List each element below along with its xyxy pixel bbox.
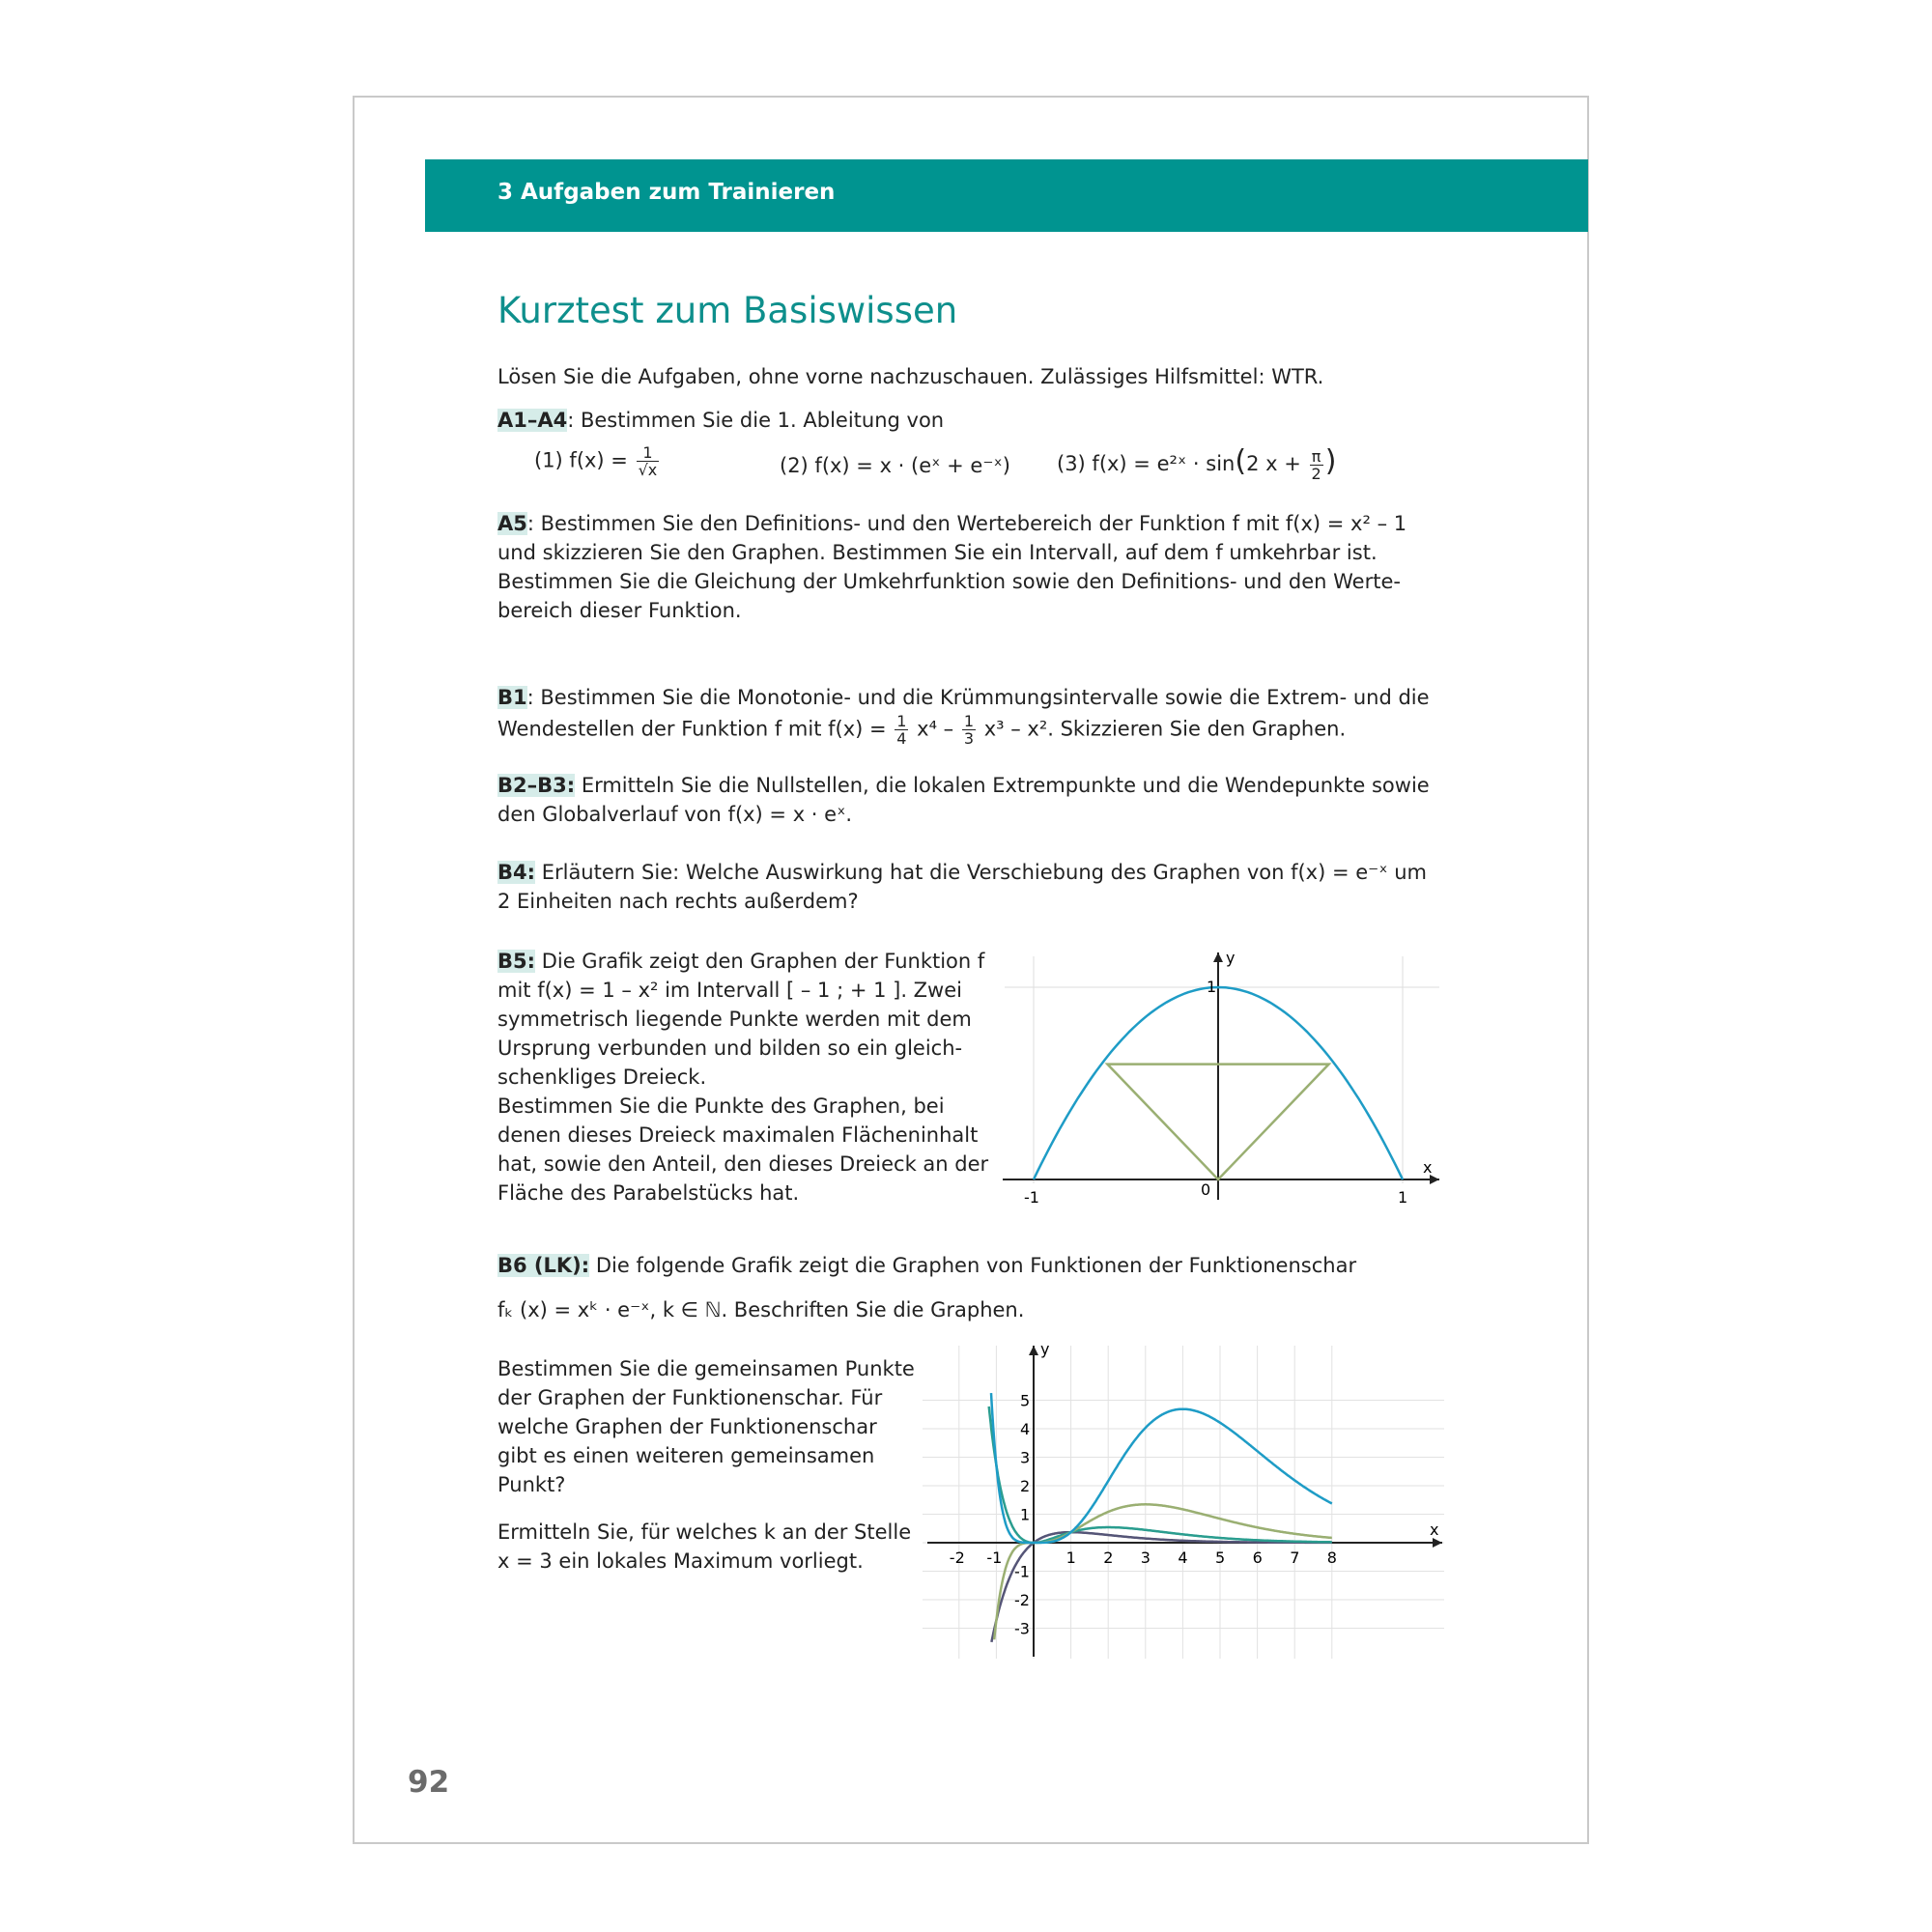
fraction <box>962 713 976 747</box>
task-b1 <box>497 683 1435 747</box>
formula-2: (2) f(x) = x · (eˣ + e⁻ˣ) <box>780 454 1010 477</box>
formula-1 <box>534 444 661 478</box>
denominator: 4 <box>896 729 907 748</box>
formula-text: 2 x + <box>1246 452 1308 475</box>
x-axis-label: x <box>1423 1158 1433 1177</box>
x-tick-label: 1 <box>1398 1188 1408 1207</box>
fraction <box>637 444 660 478</box>
task-text: : Bestimmen Sie die 1. Ableitung von <box>567 409 945 432</box>
numerator: π <box>1310 448 1323 466</box>
task-text-2: Bestimmen Sie die Punkte des Graphen, bei denen dieses Dreieck maximalen Flächeninhalt hat, sowie den Anteil, den dieses Dreieck an der Fläche des Parabelstücks hat. <box>497 1094 989 1205</box>
y-tick-label: 1 <box>1020 1505 1031 1524</box>
curve-k3 <box>994 1504 1332 1639</box>
x-tick-label: 6 <box>1252 1548 1263 1567</box>
task-label: B2–B3: <box>497 774 576 797</box>
task-label: A5 <box>497 512 527 535</box>
numerator: 1 <box>963 712 975 730</box>
y-tick-label: -1 <box>1014 1562 1030 1581</box>
task-b4 <box>497 858 1435 916</box>
task-b6-question: Bestimmen Sie die gemeinsamen Punkte der Graphen der Funktionenschar. Für welche Graphen der Funktionenschar gibt es einen weiteren gemeinsamen Punkt? <box>497 1357 915 1496</box>
task-label: B1 <box>497 686 527 709</box>
task-b2 <box>497 771 1435 829</box>
y-tick-label: 5 <box>1020 1391 1031 1410</box>
y-tick-label: -3 <box>1014 1619 1030 1638</box>
y-tick-label: 1 <box>1207 978 1217 996</box>
y-tick-label: -2 <box>1014 1591 1030 1609</box>
task-b6-question-2: Ermitteln Sie, für welches k an der Stelle x = 3 ein lokales Maximum vorliegt. <box>497 1520 912 1573</box>
task-text: x⁴ – <box>910 717 960 741</box>
page-number: 92 <box>408 1765 450 1800</box>
y-tick-label: 4 <box>1020 1420 1031 1438</box>
task-label: B5: <box>497 950 536 973</box>
fraction <box>895 713 908 747</box>
fraction <box>1310 448 1323 482</box>
chapter-title: 3 Aufgaben zum Trainieren <box>497 180 836 205</box>
x-tick-label: -2 <box>949 1548 965 1567</box>
task-b6-line2: fₖ (x) = xᵏ · e⁻ˣ, k ∈ ℕ. Beschriften Sie die Graphen. <box>497 1298 1025 1321</box>
numerator: 1 <box>637 444 660 462</box>
curve-k1 <box>991 1532 1331 1642</box>
x-arrow-icon <box>1433 1538 1442 1548</box>
x-tick-label: 7 <box>1290 1548 1300 1567</box>
task-text: : Bestimmen Sie den Definitions- und den Wertebereich der Funktion f mit f(x) = x² – 1 und skizzieren Sie den Graphen. Bestimmen Sie ein Intervall, auf dem f umkehrbar ist. Bestimmen Sie die Gleichung der Umkehrfunktion sowie den Definitions- und den Wertebereich dieser Funktion. <box>497 512 1407 622</box>
task-label: B6 (LK): <box>497 1254 590 1277</box>
page-title: Kurztest zum Basiswissen <box>497 290 958 331</box>
grid <box>1005 956 1439 1183</box>
y-arrow-icon <box>1029 1346 1038 1355</box>
task-text: Die folgende Grafik zeigt die Graphen von Funktionen der Funktionenschar <box>589 1254 1357 1277</box>
formula-3: (3) f(x) = e²ˣ · sin(2 x + $\frac{\pi}{2}$ ) <box>1057 444 1337 483</box>
x-tick-label: 4 <box>1178 1548 1188 1567</box>
denominator: √x <box>638 461 658 479</box>
task-a1 <box>497 406 1435 435</box>
x-tick-label: -1 <box>1024 1188 1039 1207</box>
numerator: 1 <box>896 712 907 730</box>
x-axis-label: x <box>1430 1520 1439 1539</box>
task-label: A1–A4 <box>497 409 568 432</box>
curve-k2 <box>989 1406 1332 1543</box>
y-tick-label: 3 <box>1020 1448 1031 1467</box>
task-b5 <box>497 947 990 1208</box>
x-tick-label: 8 <box>1326 1548 1337 1567</box>
x-tick-label: 1 <box>1065 1548 1076 1567</box>
denominator: 2 <box>1311 464 1321 483</box>
x-tick-label: 5 <box>1215 1548 1226 1567</box>
task-a5 <box>497 509 1435 625</box>
task-text: Ermitteln Sie die Nullstellen, die lokalen Extrempunkte und die Wendepunkte sowie den Globalverlauf von f(x) = x · eˣ. <box>497 774 1430 826</box>
x-tick-label: -1 <box>986 1548 1003 1567</box>
x-tick-label: 2 <box>1103 1548 1114 1567</box>
task-label: B4: <box>497 861 536 884</box>
x-tick-label: 3 <box>1140 1548 1151 1567</box>
task-b6 <box>497 1251 1435 1280</box>
x-tick-label: 0 <box>1201 1180 1211 1199</box>
family-chart <box>923 1338 1449 1666</box>
intro-text: Lösen Sie die Aufgaben, ohne vorne nachzuschauen. Zulässiges Hilfsmittel: WTR. <box>497 365 1324 388</box>
curve-k4 <box>991 1393 1332 1543</box>
task-text: : Bestimmen Sie die Monotonie- und die Krümmungsintervalle sowie die Extrem- und die Wendestellen der Funktion f mit f(x) = <box>497 686 1430 741</box>
formula-text: (1) f(x) = <box>534 448 635 472</box>
y-arrow-icon <box>1213 952 1223 962</box>
denominator: 3 <box>963 729 975 748</box>
y-axis-label: y <box>1040 1340 1050 1358</box>
y-tick-label: 2 <box>1020 1477 1031 1495</box>
y-axis-label: y <box>1226 949 1236 967</box>
parabola-chart <box>995 947 1449 1208</box>
task-text: Erläutern Sie: Welche Auswirkung hat die Verschiebung des Graphen von f(x) = e⁻ˣ um 2 Einheiten nach rechts außerdem? <box>497 861 1428 913</box>
formula-text: (3) f(x) = e²ˣ · sin <box>1057 452 1236 475</box>
task-text: Die Grafik zeigt den Graphen der Funktion f mit f(x) = 1 – x² im Intervall [ – 1 ; + 1 ]. Zwei symmetrisch liegende Punkte werden mit dem Ursprung verbunden und bilden so ein gleichschenkliges Dreieck. <box>497 950 985 1089</box>
task-text: x³ – x². Skizzieren Sie den Graphen. <box>978 717 1347 741</box>
